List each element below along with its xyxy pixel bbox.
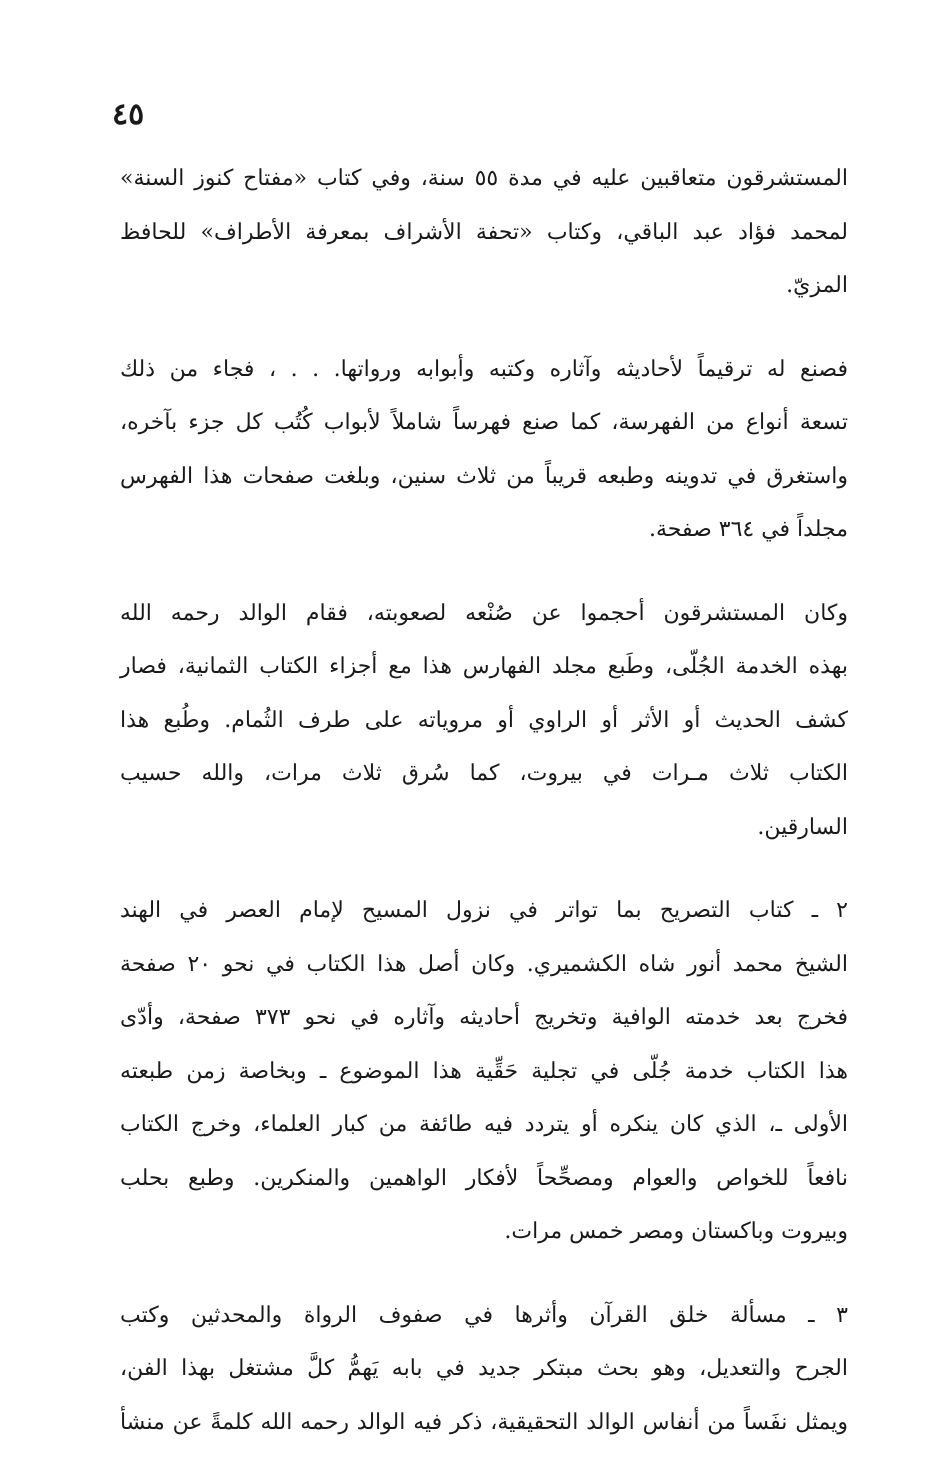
text-line: كشف الحديث أو الأثر أو الراوي أو مروياته على طرف الثُمام. وطُبع هذا xyxy=(120,707,848,733)
text-line: الجرح والتعديل، وهو بحث مبتكر جديد في بابه يَهمُّ كلَّ مشتغل بهذا الفن، xyxy=(120,1356,848,1381)
paragraph-4 xyxy=(120,884,848,1259)
text-line: بهذه الخدمة الجُلّى، وطَبع مجلد الفهارس هذا مع أجزاء الكتاب الثمانية، فصار xyxy=(120,654,848,679)
text-line: ٣ ـ مسألة خلق القرآن وأثرها في صفوف الرواة والمحدثين وكتب xyxy=(120,1302,848,1328)
text-line: وبيروت وباكستان ومصر خمس مرات. xyxy=(504,1219,848,1244)
paragraph-1 xyxy=(120,152,848,313)
text-line: نافعاً للخواص والعوام ومصحِّحاً لأفكار الواهمين والمنكرين. وطبع بحلب xyxy=(120,1165,848,1191)
text-line: ويمثل نفَساً من أنفاس الوالد التحقيقية، ذكر فيه الوالد رحمه الله كلمةً عن منشأ xyxy=(120,1409,848,1435)
paragraph-5 xyxy=(120,1289,848,1450)
text-line: السارقين. xyxy=(757,814,848,840)
text-line: المستشرقون متعاقبين عليه في مدة ٥٥ سنة، وفي كتاب «مفتاح كنوز السنة» xyxy=(120,166,848,191)
text-line: الكتاب ثلاث مـرات في بيروت، كما سُرق ثلاث مرات، والله حسيب xyxy=(120,761,848,786)
text-line: الأولى ـ، الذي كان ينكره أو يتردد فيه طائفة من كبار العلماء، وخرج الكتاب xyxy=(120,1112,848,1137)
page-number: ٤٥ xyxy=(112,97,145,132)
text-line: الشيخ محمد أنور شاه الكشميري. وكان أصل هذا الكتاب في نحو ٢٠ صفحة xyxy=(120,951,848,977)
text-line: واستغرق في تدوينه وطبعه قريباً من ثلاث سنين، وبلغت صفحات هذا الفهرس xyxy=(120,463,848,489)
paragraph-2 xyxy=(120,343,848,557)
body-text xyxy=(120,152,848,1479)
text-line: فخرج بعد خدمته الوافية وتخريج أحاديثه وآثاره في نحو ٣٧٣ صفحة، وأدّى xyxy=(120,1005,848,1030)
paragraph-3 xyxy=(120,587,848,855)
text-line: هذا الكتاب خدمة جُلّى في تجلية حَقِّية هذا الموضوع ـ وبخاصة زمن طبعته xyxy=(120,1058,848,1084)
text-line: تسعة أنواع من الفهرسة، كما صنع فهرساً شاملاً لأبواب كُتُب كل جزء بآخره، xyxy=(120,410,848,435)
text-line: لمحمد فؤاد عبد الباقي، وكتاب «تحفة الأشراف بمعرفة الأطراف» للحافظ xyxy=(120,219,848,245)
text-line: مجلداً في ٣٦٤ صفحة. xyxy=(648,517,848,542)
text-line: فصنع له ترقيماً لأحاديثه وآثاره وكتبه وأبوابه ورواتها. . . ، فجاء من ذلك xyxy=(120,356,848,382)
text-line: ٢ ـ كتاب التصريح بما تواتر في نزول المسيح لإمام العصر في الهند xyxy=(120,898,848,923)
text-line: وكان المستشرقون أحجموا عن صُنْعه لصعوبته، فقام الوالد رحمه الله xyxy=(120,600,848,626)
text-line: المزيّ. xyxy=(786,273,848,298)
